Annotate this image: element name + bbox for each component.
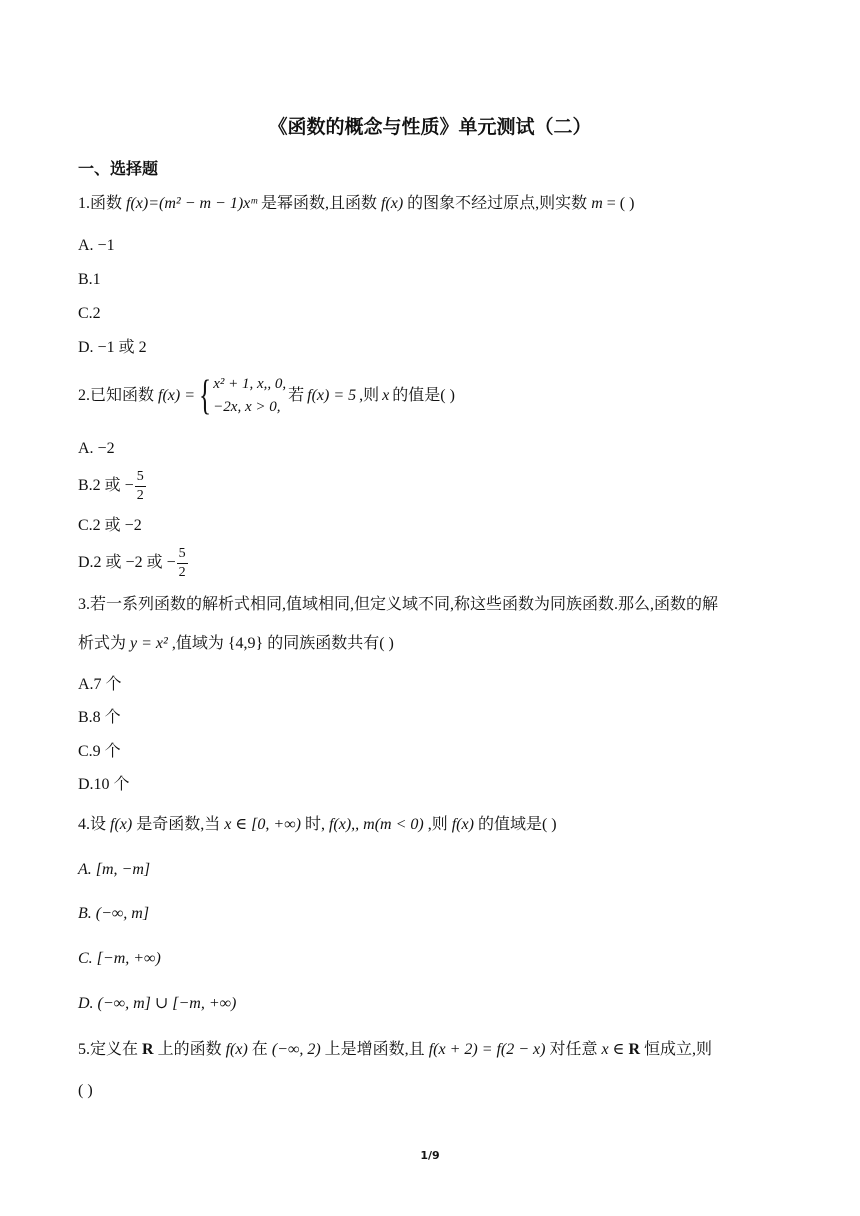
q2-option-d-text: D.2 或 −2 或 − <box>78 554 176 571</box>
fraction-numerator: 5 <box>135 469 146 486</box>
q2-piecewise <box>213 373 286 420</box>
q2-option-d <box>78 543 189 583</box>
page-number: 1/9 <box>420 1149 440 1162</box>
question-1 <box>78 196 634 212</box>
q5-expr-4: x ∈ <box>601 1041 625 1058</box>
fraction-numerator: 5 <box>177 546 188 563</box>
question-2 <box>78 370 455 422</box>
q5-text-a: 5.定义在 <box>78 1041 139 1058</box>
q4-text-c: 时, <box>304 816 325 833</box>
q2-expr-2: f(x) = 5 <box>307 387 357 404</box>
q4-expr-4: f(x) <box>451 816 474 833</box>
q4-expr-3: f(x),, m(m < 0) <box>328 816 424 833</box>
q2-option-a: A. −2 <box>78 440 115 457</box>
question-5 <box>78 1042 712 1058</box>
q4-option-c: C. [−m, +∞) <box>78 950 161 967</box>
q4-text-e: 的值域是( ) <box>477 816 557 833</box>
q4-option-b: B. (−∞, m] <box>78 905 150 922</box>
q4-option-a: A. [m, −m] <box>78 861 151 878</box>
q2-text-c: ,则 <box>359 387 380 404</box>
fraction-denominator: 2 <box>178 564 186 580</box>
q2-option-c: C.2 或 −2 <box>78 517 142 534</box>
q3-text-b: ,值域为 <box>171 635 224 652</box>
fraction-5-2 <box>177 546 188 580</box>
q3-text-a: 析式为 <box>78 635 127 652</box>
q5-text-e: 对任意 <box>549 1041 598 1058</box>
q3-text-c: 的同族函数共有( ) <box>267 635 394 652</box>
q4-text-b: 是奇函数,当 <box>136 816 221 833</box>
q4-text-d: ,则 <box>427 816 448 833</box>
q2-text-b: 若 <box>288 387 305 404</box>
q1-text-c: 的图象不经过原点,则实数 <box>407 195 588 212</box>
q3-option-b: B.8 个 <box>78 709 121 726</box>
q2-text-a: 2.已知函数 <box>78 387 155 404</box>
q5-expr-2: (−∞, 2) <box>271 1041 321 1058</box>
q5-expr-1: f(x) <box>225 1041 248 1058</box>
q5-expr-3: f(x + 2) = f(2 − x) <box>428 1041 546 1058</box>
q2-option-b <box>78 466 147 506</box>
q1-option-b: B.1 <box>78 271 101 288</box>
q2-expr-3: x <box>382 387 390 404</box>
q3-expr: y = x² <box>130 635 168 652</box>
fraction-5-2 <box>135 469 146 503</box>
q5-text-d: 上是增函数,且 <box>324 1041 425 1058</box>
q4-option-d: D. (−∞, m] ∪ [−m, +∞) <box>78 995 237 1012</box>
q1-expr-2: f(x) <box>380 195 404 212</box>
q3-option-d: D.10 个 <box>78 776 130 793</box>
section-heading: 一、选择题 <box>78 159 159 178</box>
q1-option-d: D. −1 或 2 <box>78 339 147 356</box>
q2-text-d: 的值是( ) <box>392 387 455 404</box>
q5-line-2: ( ) <box>78 1082 93 1099</box>
q5-text-b: 上的函数 <box>157 1041 222 1058</box>
q3-option-c: C.9 个 <box>78 743 121 760</box>
q3-line-2 <box>78 636 394 652</box>
q2-option-b-text: B.2 或 − <box>78 477 134 494</box>
q2-case-1: x² + 1, x,, 0, <box>213 375 287 392</box>
q1-option-c: C.2 <box>78 305 101 322</box>
q5-real-set-1: R <box>142 1041 154 1058</box>
q1-expr-3: m <box>591 195 603 212</box>
q5-real-set-2: R <box>628 1041 641 1058</box>
q1-text-a: 1.函数 <box>78 195 123 212</box>
q1-expr-1: f(x)=(m² − m − 1)xᵐ <box>126 195 257 212</box>
q3-line-1: 3.若一系列函数的解析式相同,值域相同,但定义域不同,称这些函数为同族函数.那么,函数的解 <box>78 596 719 613</box>
q4-expr-2: x ∈ [0, +∞) <box>224 816 301 833</box>
q4-expr-1: f(x) <box>110 816 133 833</box>
q1-text-b: 是幂函数,且函数 <box>260 195 377 212</box>
page-title: 《函数的概念与性质》单元测试（二） <box>268 116 592 138</box>
q2-case-2: −2x, x > 0, <box>213 399 281 415</box>
q1-option-a: A. −1 <box>78 237 115 254</box>
fraction-denominator: 2 <box>136 487 144 503</box>
left-brace-icon: { <box>199 373 212 419</box>
q5-text-c: 在 <box>251 1041 268 1058</box>
q3-set: {4,9} <box>227 635 264 652</box>
q4-text-a: 4.设 <box>78 816 107 833</box>
q2-expr-1: f(x) = <box>158 387 196 404</box>
q3-option-a: A.7 个 <box>78 676 122 693</box>
q1-text-d: = ( ) <box>606 195 635 212</box>
q5-text-f: 恒成立,则 <box>644 1041 713 1058</box>
question-4 <box>78 817 557 833</box>
